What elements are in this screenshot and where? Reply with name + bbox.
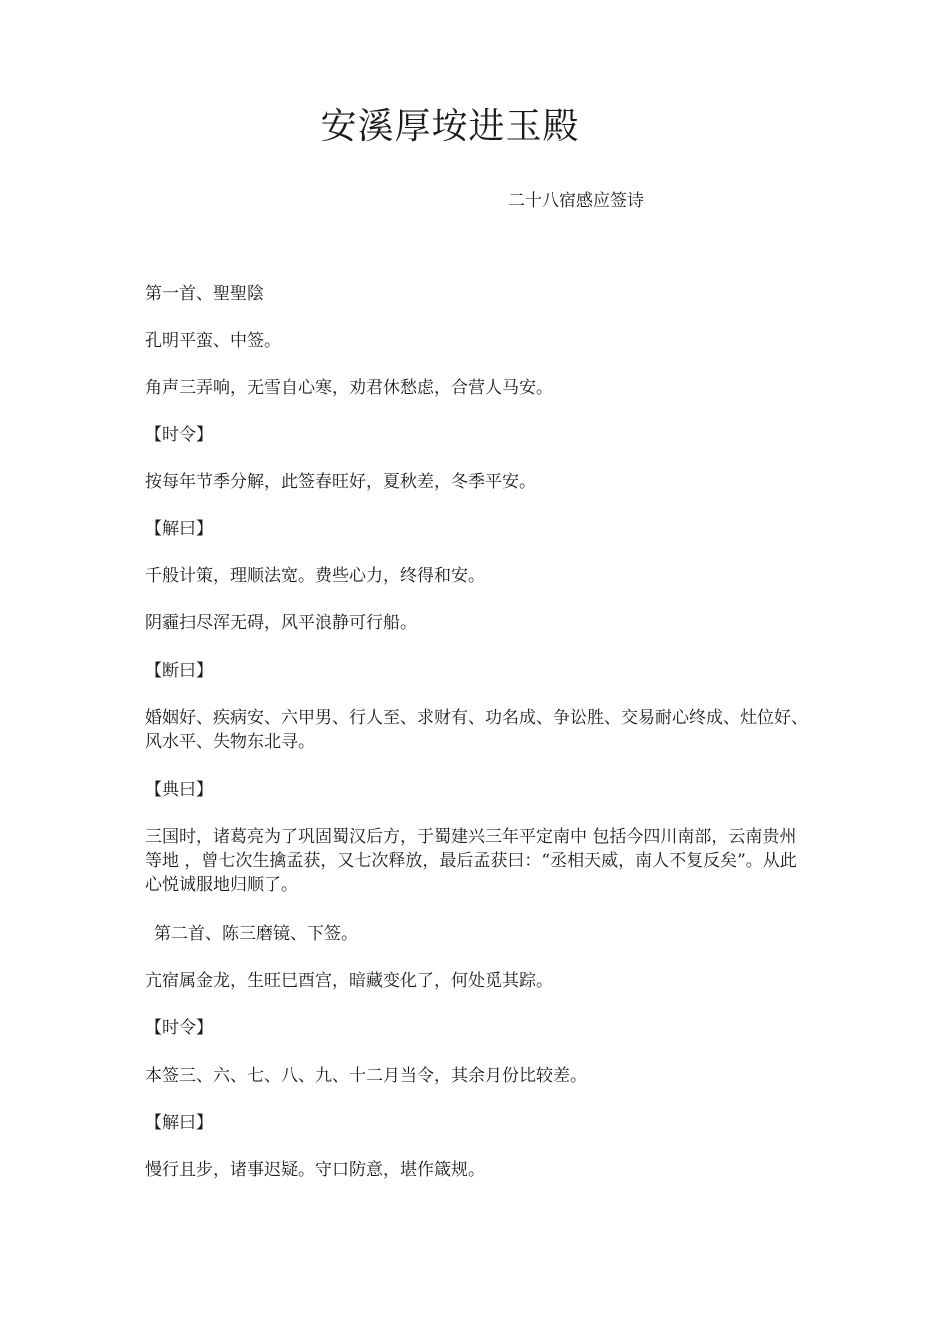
paragraph: 三国时，诸葛亮为了巩固蜀汉后方，于蜀建兴三年平定南中 包括今四川南部，云南贵州等地 ，曾七次生擒孟获，又七次释放，最后孟获曰：“丞相天威，南人不复反矣”。从此心悦诚服地归顺了。 xyxy=(145,827,797,895)
paragraph: 千般计策，理顺法宽。费些心力，终得和安。 xyxy=(145,566,485,586)
poem-heading: 第二首、陈三磨镜、下签。 xyxy=(154,924,358,944)
section-heading: 【典曰】 xyxy=(145,780,213,800)
paragraph: 婚姻好、疾病安、六甲男、行人至、求财有、功名成、争讼胜、交易耐心终成、灶位好、风水平、失物东北寻。 xyxy=(145,708,808,752)
section-heading: 【解曰】 xyxy=(145,519,213,539)
poem-verse: 角声三弄响，无雪自心寒，劝君休愁虑，合营人马安。 xyxy=(145,378,553,398)
section-heading: 【时令】 xyxy=(145,425,213,445)
paragraph: 慢行且步，诸事迟疑。守口防意，堪作箴规。 xyxy=(145,1160,485,1180)
section-heading: 【解曰】 xyxy=(145,1113,213,1133)
paragraph: 本签三、六、七、八、九、十二月当令，其余月份比较差。 xyxy=(145,1066,587,1086)
poem-title: 孔明平蛮、中签。 xyxy=(145,331,281,351)
paragraph: 阴霾扫尽浑无碍，风平浪静可行船。 xyxy=(145,613,417,633)
poem-verse: 亢宿属金龙，生旺巳酉宫，暗藏变化了，何处觅其踪。 xyxy=(145,971,553,991)
document-title: 安溪厚垵进玉殿 xyxy=(320,106,580,147)
poem-heading: 第一首、聖聖陰 xyxy=(145,284,264,304)
document-subtitle: 二十八宿感应签诗 xyxy=(508,191,644,211)
section-heading: 【断曰】 xyxy=(145,661,213,681)
paragraph: 按每年节季分解，此签春旺好，夏秋差，冬季平安。 xyxy=(145,472,536,492)
section-heading: 【时令】 xyxy=(145,1018,213,1038)
